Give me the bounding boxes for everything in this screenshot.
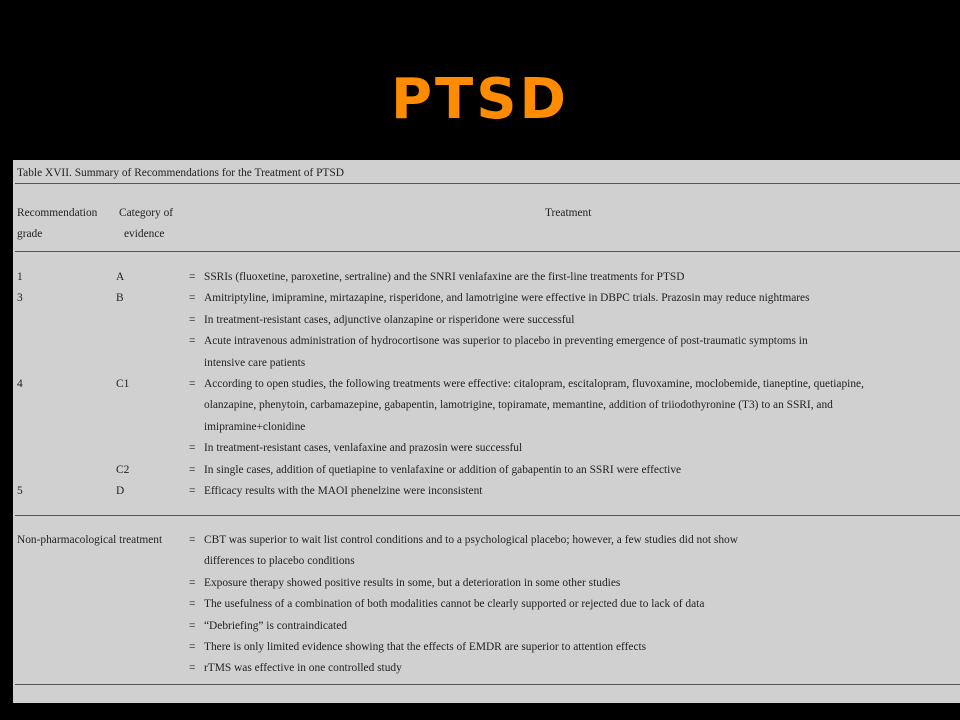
row-category: D: [116, 485, 125, 497]
header-category-line1: Category of: [119, 207, 174, 219]
section-rule: [15, 515, 960, 516]
slide-title: PTSD: [390, 67, 570, 132]
header-grade-line2: grade: [17, 228, 43, 240]
nonpharma-text: differences to placebo conditions: [204, 555, 355, 568]
row-treatment-text: In single cases, addition of quetiapine to venlafaxine or addition of gabapentin to an SSRI were effective: [204, 463, 682, 476]
row-grade: 5: [17, 485, 23, 497]
row-grade: 3: [17, 292, 23, 305]
recommendations-table: [13, 160, 960, 703]
row-treatment-text: Amitriptyline, imipramine, mirtazapine, risperidone, and lamotrigine were effective in DBPC trials. Prazosin may reduce nightmares: [204, 292, 810, 305]
caption-rule: [15, 183, 960, 184]
table-caption: Table XVII. Summary of Recommendations for the Treatment of PTSD: [17, 167, 344, 179]
row-bullet: =: [189, 485, 196, 497]
header-treatment: Treatment: [545, 207, 592, 219]
row-bullet: =: [189, 662, 196, 675]
row-treatment-text: intensive care patients: [204, 356, 306, 369]
nonpharma-text: rTMS was effective in one controlled study: [204, 662, 402, 675]
nonpharma-text: There is only limited evidence showing that the effects of EMDR are superior to attention effects: [204, 641, 647, 653]
nonpharma-label: Non-pharmacological treatment: [17, 534, 163, 546]
bottom-rule: [15, 684, 960, 685]
header-rule: [15, 251, 960, 252]
nonpharma-text: The usefulness of a combination of both modalities cannot be clearly supported or rejected due to lack of data: [204, 598, 705, 611]
header-grade-line1: Recommendation: [17, 207, 98, 219]
nonpharma-text: Exposure therapy showed positive results in some, but a deterioration in some other studies: [204, 576, 621, 589]
row-grade: 1: [17, 271, 23, 283]
row-category: C2: [116, 463, 130, 476]
row-bullet: =: [189, 619, 196, 632]
row-bullet: =: [189, 313, 196, 326]
row-treatment-text: Acute intravenous administration of hydrocortisone was superior to placebo in preventing emergence of post-traumatic symptoms in: [204, 335, 808, 348]
row-treatment-text: According to open studies, the following treatments were effective: citalopram, escitalopram, fluvoxamine, moclobemide, tianeptine, quetiapine,: [204, 378, 864, 390]
row-grade: 4: [17, 378, 23, 390]
row-bullet: =: [189, 335, 196, 348]
nonpharma-text: “Debriefing” is contraindicated: [204, 619, 347, 632]
row-treatment-text: imipramine+clonidine: [204, 420, 306, 433]
row-treatment-text: SSRIs (fluoxetine, paroxetine, sertraline) and the SNRI venlafaxine are the first-line treatments for PTSD: [204, 271, 685, 283]
row-treatment-text: In treatment-resistant cases, adjunctive olanzapine or risperidone were successful: [204, 313, 575, 326]
row-bullet: =: [189, 534, 196, 546]
row-category: C1: [116, 378, 130, 390]
row-bullet: =: [189, 292, 196, 305]
header-category-line2: evidence: [124, 228, 165, 240]
row-category: A: [116, 271, 125, 283]
row-bullet: =: [189, 576, 196, 589]
row-bullet: =: [189, 271, 196, 283]
row-bullet: =: [189, 378, 196, 390]
row-bullet: =: [189, 598, 196, 611]
row-category: B: [116, 292, 124, 305]
row-treatment-text: Efficacy results with the MAOI phenelzine were inconsistent: [204, 485, 483, 497]
row-bullet: =: [189, 641, 196, 653]
nonpharma-text: CBT was superior to wait list control conditions and to a psychological placebo; however, a few studies did not show: [204, 534, 738, 546]
row-treatment-text: In treatment-resistant cases, venlafaxine and prazosin were successful: [204, 442, 523, 455]
row-bullet: =: [189, 463, 196, 476]
row-treatment-text: olanzapine, phenytoin, carbamazepine, gabapentin, lamotrigine, topiramate, memantine, addition of triiodothyronine (T3) to an SSRI, and: [204, 399, 833, 412]
row-bullet: =: [189, 442, 196, 455]
